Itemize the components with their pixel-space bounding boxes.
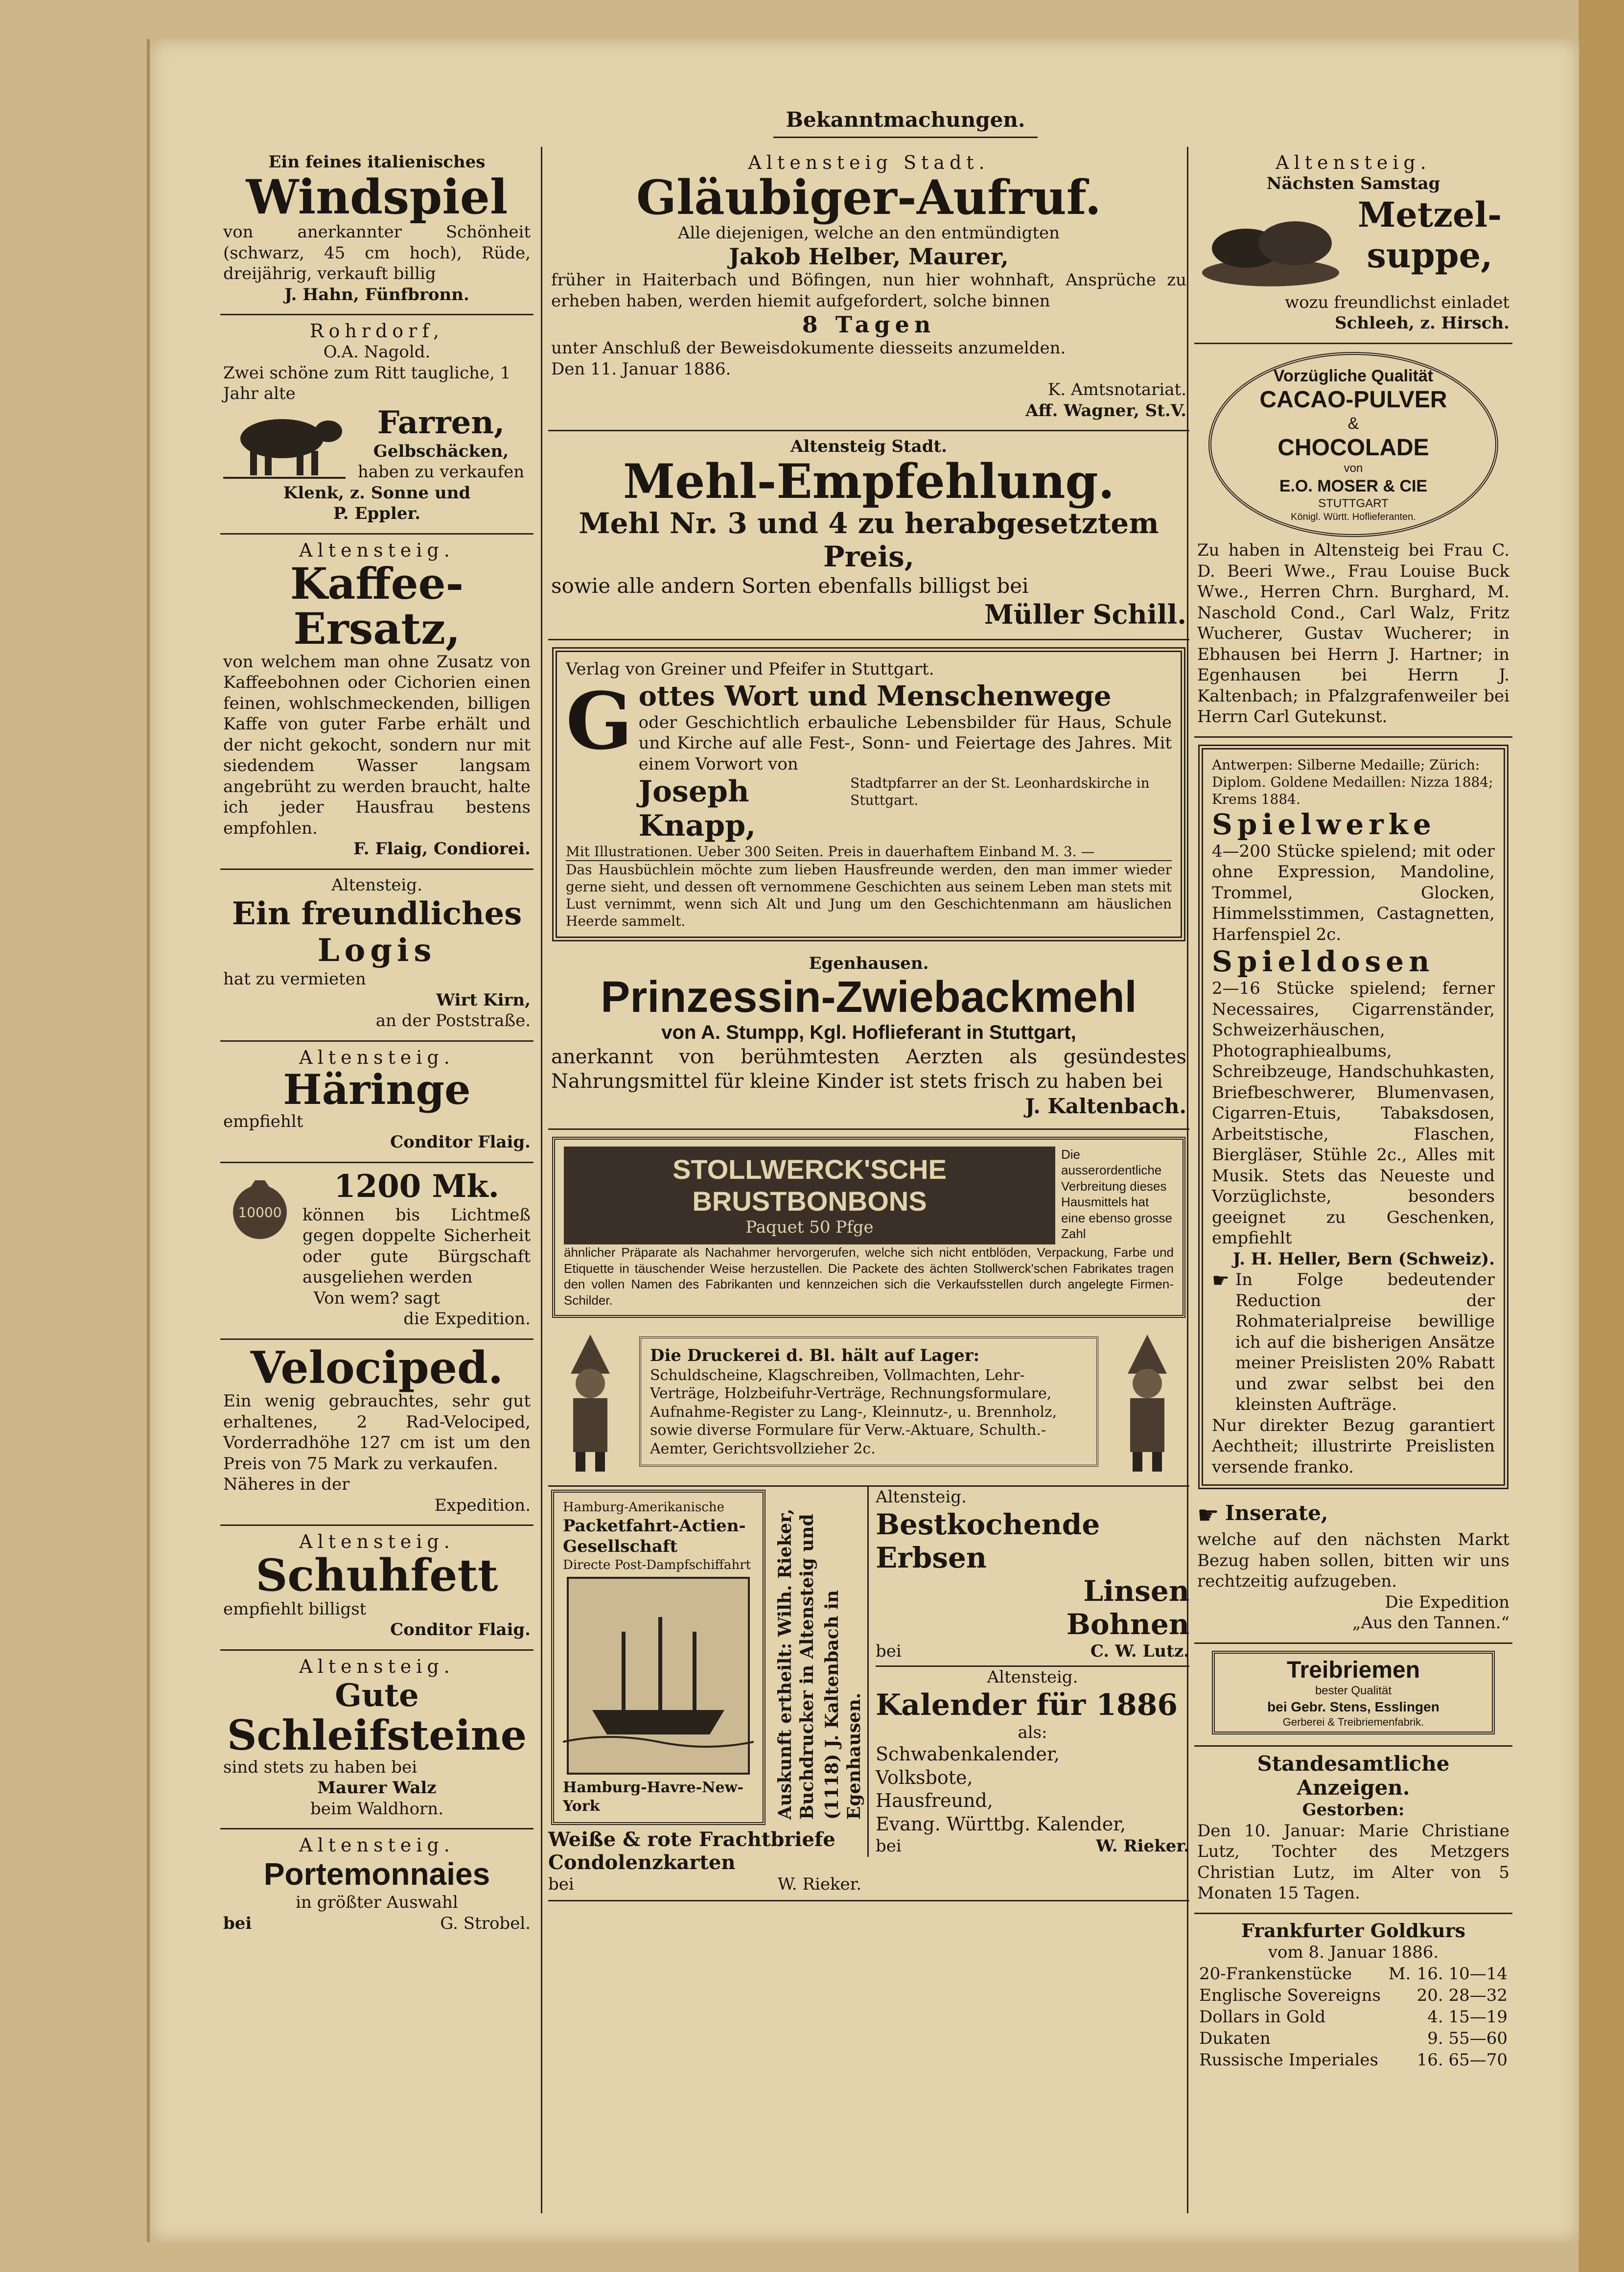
ad-body: früher in Haiterbach und Böfingen, nun hier wohnhaft, Ansprüche zu erheben haben, werden hiemit aufgefordert, solche binnen	[551, 270, 1186, 311]
ad-title: Spielwerke	[1212, 807, 1436, 841]
logo-maker: E.O. MOSER & CIE	[1279, 476, 1428, 495]
pointing-hand-icon: ☛	[1197, 1501, 1219, 1529]
sausage-platter-illustration	[1197, 194, 1344, 292]
ad-title: Kaffee-Ersatz,	[290, 558, 464, 655]
book-author: Joseph Knapp,	[638, 774, 756, 843]
table-cell	[1386, 1985, 1413, 2006]
table-row	[1197, 1985, 1509, 2006]
ad-logis	[220, 870, 534, 1042]
table-cell: M.	[1388, 1964, 1411, 1984]
ad-body: von welchem man ohne Zusatz von Kaffeebohnen oder Cichorien einen feinen, wohlschmeckenden, billigen Kaffe von guter Farbe erhält und der nicht gekocht, sondern nur mit siedendem Wasser langsam angebrüht zu werden braucht, halte ich jeder Hausfrau bestens empfohlen.	[223, 652, 531, 838]
ad-body: bei	[548, 1874, 574, 1895]
logo-arc-text: Vorzügliche Qualität	[1273, 366, 1434, 385]
ad-deadline: 8 Tagen	[802, 311, 936, 338]
ad-body: Gerberei & Treibriemenfabrik.	[1282, 1715, 1424, 1728]
gnome-illustration	[1108, 1330, 1186, 1476]
section-header: Bekanntmachungen.	[773, 108, 1038, 138]
ad-place: Altensteig.	[299, 539, 455, 561]
ad-druckerei	[548, 1325, 1189, 1487]
ad-mehl-empfehlung	[548, 431, 1189, 640]
ad-body: Näheres in der	[223, 1475, 350, 1495]
logo-product: CACAO-PULVER	[1259, 387, 1447, 413]
ad-title: Logis	[317, 932, 437, 969]
ad-subtitle: Gestorben:	[1302, 1800, 1405, 1820]
ad-packetfahrt	[551, 1490, 766, 1825]
ad-signature: Müller Schill.	[984, 599, 1186, 631]
ad-body: als:	[1018, 1722, 1047, 1742]
ad-signature: Conditor Flaig.	[390, 1132, 531, 1152]
ad-title: Spieldosen	[1212, 945, 1435, 978]
logo-hof: Königl. Württ. Hoflieferanten.	[1291, 512, 1416, 522]
ad-body: In Folge bedeutender Reduction der Rohmaterialpreise bewillige ich auf die bisherigen Ansätze meiner Preislisten 20% Rabatt und zwar selbst bei den kleinsten Aufträge.	[1235, 1270, 1495, 1414]
banner-product: BRUSTBONBONS	[692, 1185, 927, 1217]
book-initial: G	[566, 675, 633, 767]
table-cell: 20-Frankenstücke	[1199, 1964, 1352, 1984]
ad-title: Ein freundliches	[232, 895, 522, 933]
ad-body: Preis,	[823, 539, 914, 573]
ad-signature: J. Kaltenbach.	[1025, 1094, 1186, 1119]
ad-metzelsuppe	[1194, 147, 1512, 344]
ad-place: Altensteig.	[1276, 152, 1431, 173]
bull-illustration	[223, 404, 346, 483]
ad-signature: K. Amtsnotariat.	[1047, 380, 1186, 400]
ad-subtitle: Gelbschäcken,	[373, 441, 509, 461]
ad-body: sowie alle andern Sorten ebenfalls billigst bei	[551, 573, 1029, 598]
ad-signature: J. H. Heller, Bern (Schweiz).	[1232, 1249, 1495, 1269]
ad-title: Mehl-Empfehlung.	[623, 453, 1115, 509]
column-left	[220, 147, 534, 2213]
ad-body: Den 10. Januar: Marie Christiane Lutz, Tochter des Metzgers Christian Lutz, im Alter von 5 Monaten 15 Tagen.	[1197, 1821, 1509, 1903]
ad-body: (1118) J. Kaltenbach in Egenhausen.	[822, 1590, 864, 1820]
ad-body: bei	[876, 1836, 902, 1856]
ad-body: bester Qualität	[1315, 1684, 1392, 1697]
money-bag-label: 10000	[238, 1204, 282, 1220]
ad-glaeubiger-aufruf	[548, 147, 1189, 431]
gnome-illustration	[551, 1330, 629, 1476]
ad-place: Altensteig.	[299, 1531, 455, 1553]
ad-route: Hamburg-Havre-New-York	[563, 1779, 743, 1815]
ad-place: Altensteig Stadt.	[748, 152, 990, 173]
ad-place: Altensteig.	[876, 1487, 967, 1507]
ad-title: Standesamtliche Anzeigen.	[1257, 1752, 1450, 1800]
ad-body: Auskunft ertheilt: Wilh. Rieker, Buchdrucker in Altensteig und	[775, 1508, 817, 1820]
book-subtitle: oder Geschichtlich erbauliche Lebensbilder für Haus, Schule und Kirche auf alle Fest-, Sonn- und Feiertage des Jahres. Mit einem Vorwort von	[638, 712, 1172, 774]
ad-signature: W. Rieker.	[1095, 1836, 1189, 1856]
ad-title: suppe,	[1367, 234, 1493, 276]
ad-signature: Schleeh, z. Hirsch.	[1335, 313, 1509, 333]
ad-title: Windspiel	[246, 169, 508, 225]
ad-title: Packetfahrt-Actien-Gesellschaft	[563, 1516, 746, 1557]
ad-title: Gläubiger-Aufruf.	[636, 170, 1101, 225]
ad-body: in größter Auswahl	[296, 1893, 458, 1913]
ad-signature: „Aus den Tannen.“	[1352, 1613, 1509, 1633]
table-cell	[1386, 2049, 1413, 2071]
table-cell: 9. 55—60	[1427, 2028, 1508, 2048]
ad-body: von A. Stumpp, Kgl. Hoflieferant in Stuttgart,	[661, 1022, 1076, 1044]
table-cell: Russische Imperiales	[1199, 2050, 1378, 2070]
pointing-hand-icon: ☛	[1212, 1269, 1230, 1292]
ad-signature: Die Expedition	[1385, 1592, 1509, 1612]
ad-body: Ein wenig gebrauchtes, sehr gut erhaltenes, 2 Rad-Velociped, Vorderradhöhe 127 cm ist um den Preis von 75 Mark zu verkaufen.	[223, 1391, 531, 1474]
ad-title: Velociped.	[250, 1341, 504, 1394]
calendar-item: Schwabenkalender,	[876, 1743, 1060, 1765]
ad-body: von anerkannter Schönheit (schwarz, 45 cm hoch), Rüde, dreijährig, verkauft billig	[223, 222, 531, 284]
ad-title: Treibriemen	[1286, 1657, 1420, 1683]
calendar-item: Hausfreund,	[876, 1790, 993, 1812]
ad-title: Weiße & rote Frachtbriefe	[548, 1828, 835, 1851]
ad-title: Portemonnaies	[263, 1856, 490, 1892]
ad-signature: Klenk, z. Sonne und	[283, 483, 471, 503]
ad-goldkurs	[1194, 1914, 1512, 2080]
ad-signature: beim Waldhorn.	[310, 1799, 444, 1819]
ad-body: ähnlicher Präparate als Nachahmer hervorgerufen, welche sich nicht entblöden, Verpackung, Farbe und Etiquette in täuschender Weise herzustellen. Die Packete des ächten Stollwerck'schen Fabrikates tragen den vollen Namen des Fabrikanten und kennzeichen sich die Verkaufsstellen durch angelegte Firmen-Schilder.	[564, 1245, 1174, 1308]
ad-title: Schuhfett	[255, 1549, 498, 1602]
ad-place: Altensteig.	[299, 1046, 455, 1068]
book-author-title: Stadtpfarrer an der St. Leonhardskirche in Stuttgart.	[850, 775, 1150, 809]
table-cell	[1386, 2006, 1413, 2028]
table-cell: 16. 10—14	[1416, 1964, 1508, 1984]
ad-body: hat zu vermieten	[223, 969, 366, 989]
ad-title: Gute	[335, 1677, 419, 1714]
ad-title: Die Druckerei d. Bl. hält auf Lager:	[650, 1346, 980, 1366]
table-row	[1197, 1963, 1509, 1985]
logo-amp: &	[1347, 414, 1359, 433]
ad-cacao	[1194, 344, 1512, 738]
ad-windspiel	[220, 147, 534, 315]
ad-spielwerke	[1198, 745, 1508, 1490]
ad-title: Farren,	[377, 404, 505, 441]
ad-body: bei	[223, 1913, 252, 1933]
calendar-item: Volksbote,	[876, 1766, 973, 1788]
ad-body: Schuldscheine, Klagschreiben, Vollmachten, Lehr-Verträge, Holzbeifuhr-Verträge, Rechnungsformulare, Aufnahme-Register zu Lang-, Kleinnutz-, u. Brennholz, sowie diverse Formulare für Verw.-Aktuare, Schulth.-Aemter, Gerichtsvollzieher 2c.	[650, 1366, 1057, 1457]
ad-place: Egenhausen.	[809, 954, 929, 974]
ad-body: anerkannt von berühmtesten Aerzten als gesündestes Nahrungsmittel für kleine Kinder ist stets frisch zu haben bei	[551, 1046, 1186, 1093]
ad-signature: Conditor Flaig.	[390, 1620, 531, 1640]
table-row	[1197, 2006, 1509, 2028]
logo-von: von	[1344, 461, 1363, 475]
ad-body: welche auf den nächsten Markt Bezug haben sollen, bitten wir uns rechtzeitig aufzugeben.	[1197, 1530, 1509, 1591]
ad-place: Altensteig.	[299, 1834, 455, 1856]
ad-title: 1200 Mk.	[334, 1168, 499, 1205]
stollwerck-banner	[564, 1147, 1055, 1245]
ad-title: Bestkochende Erbsen	[876, 1507, 1100, 1574]
ad-body: 2—16 Stücke spielend; ferner Necessaires, Cigarrenständer, Schweizerhäuschen, Photographiealbums, Schreibzeuge, Handschuhkasten, Briefbeschwerer, Blumenvasen, Cigarren-Etuis, Tabaksdosen, Arbeitstische, Flaschen, Biergläser, Stühle 2c., Alles mit Musik. Stets das Neueste und Vorzüglichste, besonders geeignet zu Geschenken, empfiehlt	[1212, 979, 1495, 1248]
cacao-oval-logo	[1208, 352, 1498, 538]
ad-kicker: Hamburg-Amerikanische	[563, 1500, 724, 1515]
ad-1200-mark	[220, 1163, 534, 1340]
ad-date: vom 8. Januar 1886.	[1268, 1943, 1439, 1962]
table-cell: Dollars in Gold	[1199, 2007, 1326, 2027]
table-cell: 4. 15—19	[1427, 2007, 1508, 2027]
ad-body: sind stets zu haben bei	[223, 1757, 418, 1777]
ad-subplace: O.A. Nagold.	[323, 342, 431, 362]
ad-schuhfett	[220, 1526, 534, 1651]
book-publisher: Verlag von Greiner und Pfeifer in Stuttgart.	[566, 659, 934, 679]
logo-product: CHOCOLADE	[1277, 434, 1429, 461]
ad-body: Von wem? sagt	[313, 1288, 441, 1308]
column-divider	[541, 147, 542, 2213]
ad-body: Mehl Nr. 3 und 4 zu herabgesetztem	[579, 506, 1159, 540]
column-center	[548, 147, 1189, 2213]
ad-body: Zu haben in Altensteig bei Frau C. D. Beeri Wwe., Frau Louise Buck Wwe., Herren Chrn. Burghard, M. Naschold Cond., Carl Walz, Fritz Wucherer, Gustav Wucherer; in Ebhausen bei Herrn J. Hartner; in Egenhausen bei Herrn J. Kaltenbach; in Pfalzgrafenweiler bei Herrn Carl Gutekunst.	[1197, 540, 1509, 726]
ad-title: Frankfurter Goldkurs	[1241, 1919, 1466, 1942]
column-right	[1194, 147, 1512, 2213]
ad-body: Zwei schöne zum Ritt taugliche, 1 Jahr alte	[223, 363, 511, 404]
ad-signature: Wirt Kirn,	[436, 990, 531, 1010]
book-spine	[1578, 0, 1624, 2272]
banner-brand: STOLLWERCK'SCHE	[673, 1153, 947, 1185]
ad-body: bei Gebr. Stens, Esslingen	[1267, 1699, 1439, 1714]
ad-inserate	[1194, 1496, 1512, 1644]
ad-title: Inserate,	[1225, 1501, 1328, 1525]
ad-farren	[220, 315, 534, 535]
ad-date: Den 11. Januar 1886.	[551, 359, 731, 379]
ad-subtitle: Directe Post-Dampfschiffahrt	[563, 1557, 751, 1572]
ad-stollwerck	[552, 1137, 1185, 1318]
ad-kaffee	[220, 535, 534, 870]
ad-place: Rohrdorf,	[309, 320, 444, 342]
ad-signature: P. Eppler.	[333, 504, 421, 524]
ad-title: Häringe	[283, 1065, 471, 1114]
ad-awards: Antwerpen: Silberne Medaille; Zürich: Diplom. Goldene Medaillen: Nizza 1884; Krems 1884.	[1212, 756, 1493, 807]
table-cell: 16. 65—70	[1416, 2050, 1508, 2070]
ad-title: Prinzessin-Zwiebackmehl	[601, 972, 1137, 1022]
ad-title: Schleifsteine	[227, 1710, 527, 1759]
ad-body: haben zu verkaufen	[357, 462, 525, 482]
money-bag-icon	[223, 1168, 297, 1241]
table-row	[1197, 2049, 1509, 2071]
table-cell	[1386, 2028, 1413, 2049]
ad-signature: Maurer Walz	[317, 1778, 437, 1798]
ad-signature: C. W. Lutz.	[1090, 1641, 1189, 1661]
ad-kicker: Ein feines italienisches	[268, 152, 486, 172]
ad-signature: Aff. Wagner, St.V.	[1025, 400, 1186, 421]
table-cell: Dukaten	[1199, 2028, 1271, 2048]
ad-place: Altensteig.	[987, 1667, 1078, 1687]
ad-body: Nur direkter Bezug garantiert Aechtheit; illustrirte Preislisten versende franko.	[1212, 1415, 1495, 1477]
banner-tag: Paquet 50 Pfge	[745, 1217, 874, 1237]
ad-body: wozu freundlichst einladet	[1285, 292, 1509, 312]
ad-title: Condolenzkarten	[548, 1851, 736, 1874]
ad-schleifsteine	[220, 1651, 534, 1830]
agent-vertical-text	[774, 1487, 865, 1820]
ad-kicker: Nächsten Samstag	[1266, 174, 1440, 193]
ad-body: Die ausserordentliche Verbreitung dieses Hausmittels hat eine ebenso grosse Zahl	[1061, 1147, 1172, 1241]
ad-body: Alle diejenigen, welche an den entmündigten	[677, 223, 1060, 243]
calendar-item: Evang. Württbg. Kalender,	[876, 1813, 1126, 1835]
ad-prinzessin-zwieback	[548, 948, 1189, 1130]
ad-body: können bis Lichtmeß gegen doppelte Sicherheit oder gute Bürgschaft ausgeliehen werden	[302, 1205, 531, 1288]
ad-title: Metzel-	[1357, 194, 1502, 235]
ad-body: 4—200 Stücke spielend; mit oder ohne Expression, Mandoline, Trommel, Glocken, Himmelsstimmen, Castagnetten, Harfenspiel 2c.	[1212, 841, 1495, 944]
steamship-illustration	[563, 1573, 754, 1779]
ad-signature: G. Strobel.	[440, 1913, 531, 1933]
ad-signature: die Expedition.	[403, 1309, 531, 1329]
ad-signature: W. Rieker.	[777, 1874, 861, 1895]
book-meta: Mit Illustrationen. Ueber 300 Seiten. Preis in dauerhaftem Einband M. 3. —	[566, 843, 1172, 861]
goldkurs-table	[1197, 1963, 1509, 2071]
logo-city: STUTTGART	[1318, 497, 1389, 510]
ad-place: Altensteig Stadt.	[790, 437, 947, 457]
ad-place: Altensteig.	[331, 875, 422, 895]
ad-signature: an der Poststraße.	[375, 1011, 531, 1031]
ad-signature: F. Flaig, Condiorei.	[353, 839, 531, 859]
ad-book-gottes-wort	[552, 647, 1185, 941]
ad-body: empfiehlt billigst	[223, 1599, 367, 1619]
book-title: ottes Wort und Menschenwege	[638, 679, 1112, 712]
table-cell: Englische Sovereigns	[1199, 1985, 1381, 2005]
ad-body: unter Anschluß der Beweisdokumente diesseits anzumelden.	[551, 338, 1066, 358]
ad-haeringe	[220, 1042, 534, 1163]
ad-title: Linsen	[1083, 1574, 1189, 1608]
ad-title: Bohnen	[1066, 1607, 1189, 1641]
ad-portemonnaies	[220, 1829, 534, 1943]
ad-name: Jakob Helber, Maurer,	[729, 243, 1009, 270]
ad-standesamt	[1194, 1747, 1512, 1914]
ad-body: bei	[876, 1641, 902, 1661]
table-cell: 20. 28—32	[1416, 1985, 1508, 2005]
ad-treibriemen	[1194, 1644, 1512, 1747]
ad-title: Kalender für 1886	[876, 1687, 1178, 1722]
ad-place: Altensteig.	[299, 1655, 455, 1677]
table-row	[1197, 2028, 1509, 2049]
ad-signature: J. Hahn, Fünfbronn.	[284, 284, 469, 304]
book-description: Das Hausbüchlein möchte zum lieben Hausfreunde werden, den man immer wieder gerne sieht, und dessen oft vernommene Geschichten aus seinem Leben man stets mit Lust vernimmt, wenn sich Alt und Jung um den Geschichtenmann am häuslichen Heerde sammelt.	[566, 862, 1172, 930]
ad-body: empfiehlt	[223, 1111, 303, 1131]
ad-velociped	[220, 1340, 534, 1526]
ad-signature: Expedition.	[434, 1495, 531, 1515]
